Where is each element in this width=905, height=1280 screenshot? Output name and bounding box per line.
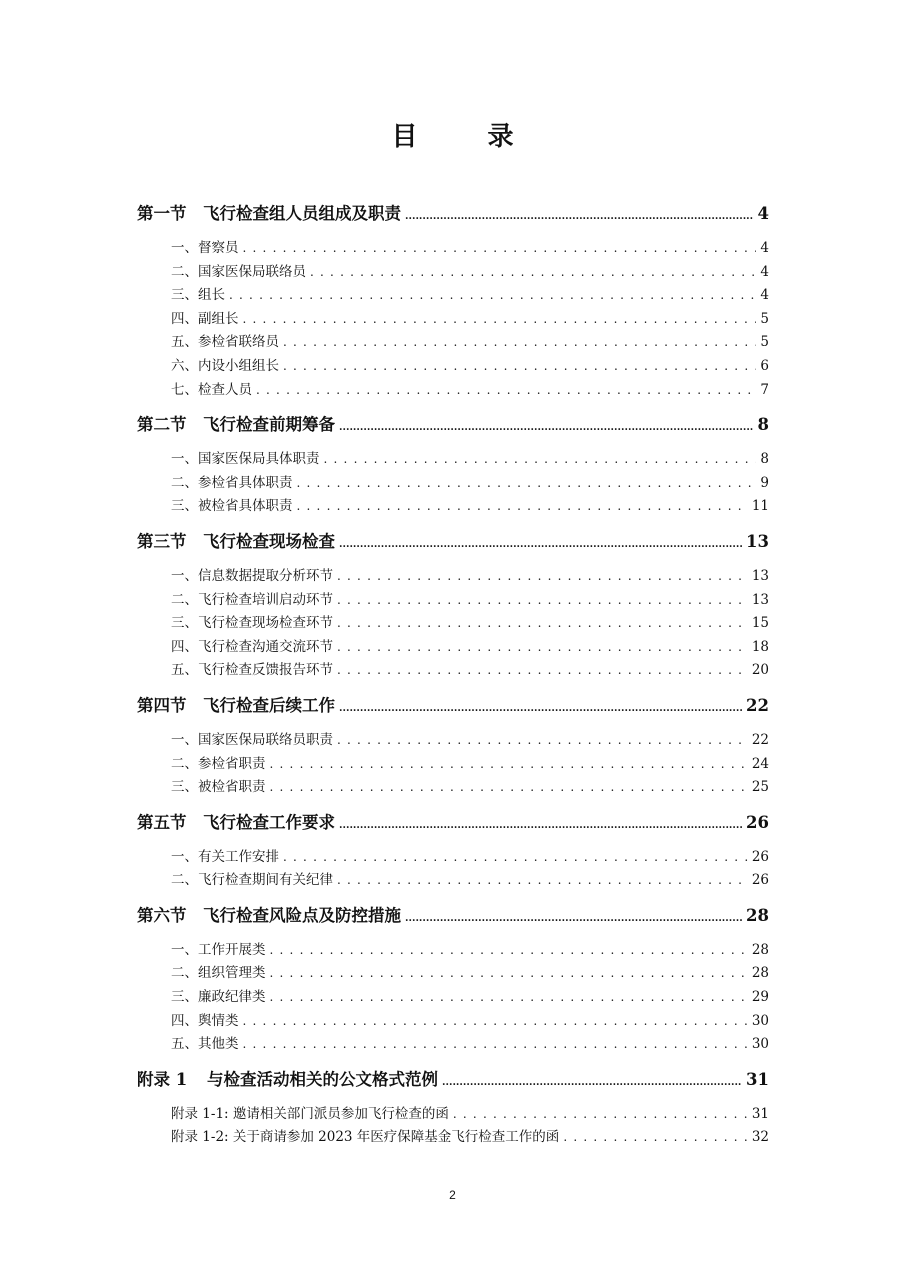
item-label: 附录 1-1: 邀请相关部门派员参加飞行检查的函 <box>171 1105 449 1122</box>
dot-leader <box>337 592 748 608</box>
appendix-number: 附录 1 <box>137 1069 188 1089</box>
dot-leader <box>337 639 748 655</box>
item-page-number: 13 <box>751 567 769 584</box>
item-label: 三、组长 <box>171 287 225 304</box>
toc-section-6[interactable] <box>137 902 769 926</box>
item-label: 一、督察员 <box>171 240 239 256</box>
item-label: 五、其他类 <box>171 1036 239 1053</box>
toc-section-5[interactable] <box>137 809 769 833</box>
dot-leader <box>337 732 748 748</box>
item-label: 一、工作开展类 <box>171 941 266 958</box>
toc-item[interactable] <box>137 635 769 659</box>
item-label: 一、国家医保局具体职责 <box>171 451 320 468</box>
toc-title: 目 录 <box>391 122 536 152</box>
section-heading <box>137 411 335 435</box>
section-page-number: 31 <box>746 1069 769 1089</box>
item-label: 三、飞行检查现场检查环节 <box>171 615 333 632</box>
item-label: 五、参检省联络员 <box>171 334 279 351</box>
toc-item[interactable] <box>137 611 769 635</box>
item-label: 二、国家医保局联络员 <box>171 263 306 280</box>
item-page-number: 15 <box>751 615 769 632</box>
item-label: 二、组织管理类 <box>171 965 266 982</box>
item-page-number: 25 <box>751 779 769 796</box>
toc-section-1[interactable] <box>137 200 769 224</box>
dot-leader <box>337 662 748 678</box>
item-page-number: 28 <box>751 941 769 958</box>
item-page-number: 29 <box>751 989 769 1006</box>
section-title: 飞行检查工作要求 <box>203 812 335 832</box>
item-label: 三、被检省职责 <box>171 779 266 796</box>
toc-section-4[interactable] <box>137 692 769 716</box>
item-page-number: 30 <box>751 1012 769 1029</box>
dot-leader <box>442 1070 742 1089</box>
toc-item[interactable] <box>137 1102 769 1125</box>
dot-leader <box>243 240 757 256</box>
item-label: 二、飞行检查期间有关纪律 <box>171 872 333 889</box>
item-label: 二、飞行检查培训启动环节 <box>171 591 333 608</box>
toc-item[interactable] <box>137 494 769 518</box>
dot-leader <box>405 906 742 925</box>
section-title: 飞行检查后续工作 <box>203 695 335 715</box>
item-page-number: 4 <box>760 287 769 304</box>
section-title: 飞行检查前期筹备 <box>203 415 335 435</box>
page-number: 2 <box>449 1188 456 1202</box>
toc-item[interactable] <box>137 752 769 776</box>
dot-leader <box>270 779 748 795</box>
toc-item[interactable] <box>137 260 769 284</box>
toc-item[interactable] <box>137 1125 769 1148</box>
section-number: 第一节 <box>137 204 187 223</box>
section-number: 第二节 <box>137 415 187 435</box>
item-page-number: 7 <box>760 381 769 398</box>
item-page-number: 4 <box>760 263 769 280</box>
toc-item[interactable] <box>137 447 769 471</box>
item-label: 四、舆情类 <box>171 1012 239 1029</box>
item-page-number: 8 <box>760 451 769 468</box>
toc-item[interactable] <box>137 961 769 985</box>
section-number: 第五节 <box>137 812 187 832</box>
dot-leader <box>339 415 754 434</box>
toc-item[interactable] <box>137 471 769 495</box>
dot-leader <box>283 358 756 374</box>
toc-item[interactable] <box>137 728 769 752</box>
toc-item[interactable] <box>137 775 769 799</box>
section-number: 第四节 <box>137 695 187 715</box>
dot-leader <box>229 287 756 303</box>
item-label: 四、副组长 <box>171 310 239 327</box>
toc-section-3[interactable] <box>137 528 769 552</box>
dot-leader <box>243 1013 748 1029</box>
toc-item[interactable] <box>137 564 769 588</box>
item-label: 二、参检省具体职责 <box>171 474 293 491</box>
item-page-number: 20 <box>751 662 769 679</box>
dot-leader <box>270 989 748 1005</box>
item-label: 二、参检省职责 <box>171 755 266 772</box>
toc-item[interactable] <box>137 845 769 869</box>
item-label: 一、信息数据提取分析环节 <box>171 567 333 584</box>
dot-leader <box>324 451 757 467</box>
dot-leader <box>339 813 742 832</box>
dot-leader <box>339 532 742 551</box>
item-label: 三、廉政纪律类 <box>171 989 266 1006</box>
section-page-number: 4 <box>757 204 769 223</box>
dot-leader <box>270 942 748 958</box>
item-page-number: 13 <box>751 591 769 608</box>
dot-leader <box>339 696 742 715</box>
section-heading <box>137 692 335 716</box>
toc-item[interactable] <box>137 588 769 612</box>
section-heading <box>137 1066 438 1090</box>
toc-item[interactable] <box>137 938 769 962</box>
item-page-number: 11 <box>751 498 769 515</box>
item-label: 六、内设小组组长 <box>171 357 279 374</box>
dot-leader <box>337 872 748 888</box>
toc-item[interactable] <box>137 378 769 402</box>
dot-leader <box>270 965 748 981</box>
section-heading <box>137 809 335 833</box>
item-label: 一、国家医保局联络员职责 <box>171 731 333 748</box>
section-heading <box>137 528 335 552</box>
item-page-number: 18 <box>751 638 769 655</box>
item-label: 一、有关工作安排 <box>171 848 279 865</box>
section-page-number: 13 <box>746 531 769 551</box>
dot-leader <box>405 204 754 223</box>
section-heading <box>137 200 401 224</box>
item-page-number: 22 <box>751 731 769 748</box>
toc-item[interactable] <box>137 1032 769 1056</box>
item-label: 四、飞行检查沟通交流环节 <box>171 638 333 655</box>
dot-leader <box>563 1129 748 1145</box>
toc-section-2[interactable] <box>137 411 769 435</box>
section-page-number: 26 <box>746 812 769 832</box>
item-page-number: 32 <box>751 1128 769 1145</box>
toc-appendix-1[interactable] <box>137 1066 769 1090</box>
item-label: 三、被检省具体职责 <box>171 498 293 515</box>
dot-leader <box>243 1036 748 1052</box>
dot-leader <box>297 498 748 514</box>
item-page-number: 31 <box>751 1105 769 1122</box>
item-page-number: 9 <box>760 474 769 491</box>
dot-leader <box>243 311 757 327</box>
item-page-number: 30 <box>751 1036 769 1053</box>
item-page-number: 5 <box>760 310 769 327</box>
dot-leader <box>337 568 748 584</box>
toc-item[interactable] <box>137 658 769 682</box>
item-label: 七、检查人员 <box>171 381 252 398</box>
toc-item[interactable] <box>137 868 769 892</box>
toc-item[interactable] <box>137 236 769 260</box>
dot-leader <box>256 382 756 398</box>
toc-item[interactable] <box>137 330 769 354</box>
item-page-number: 24 <box>751 755 769 772</box>
section-page-number: 28 <box>746 905 769 925</box>
dot-leader <box>283 849 748 865</box>
section-number: 第三节 <box>137 531 187 551</box>
section-heading <box>137 902 401 926</box>
item-page-number: 26 <box>751 872 769 889</box>
item-label: 附录 1-2: 关于商请参加 2023 年医疗保障基金飞行检查工作的函 <box>171 1128 560 1145</box>
item-page-number: 6 <box>760 357 769 374</box>
appendix-title: 与检查活动相关的公文格式范例 <box>207 1069 438 1089</box>
dot-leader <box>283 334 756 350</box>
toc-item[interactable] <box>137 283 769 307</box>
toc-item[interactable] <box>137 985 769 1009</box>
dot-leader <box>310 264 756 280</box>
dot-leader <box>453 1106 748 1122</box>
section-number: 第六节 <box>137 905 187 925</box>
toc-item[interactable] <box>137 307 769 331</box>
item-page-number: 26 <box>751 848 769 865</box>
section-page-number: 8 <box>757 415 769 435</box>
section-title: 飞行检查风险点及防控措施 <box>203 905 401 925</box>
section-title: 飞行检查现场检查 <box>203 531 335 551</box>
table-of-contents <box>137 200 769 1148</box>
section-page-number: 22 <box>746 695 769 715</box>
toc-item[interactable] <box>137 354 769 378</box>
item-page-number: 5 <box>760 334 769 351</box>
item-label: 五、飞行检查反馈报告环节 <box>171 662 333 679</box>
toc-item[interactable] <box>137 1009 769 1033</box>
section-title: 飞行检查组人员组成及职责 <box>203 204 401 223</box>
dot-leader <box>270 756 748 772</box>
item-page-number: 28 <box>751 965 769 982</box>
dot-leader <box>337 615 748 631</box>
dot-leader <box>297 475 757 491</box>
item-page-number: 4 <box>760 240 769 256</box>
